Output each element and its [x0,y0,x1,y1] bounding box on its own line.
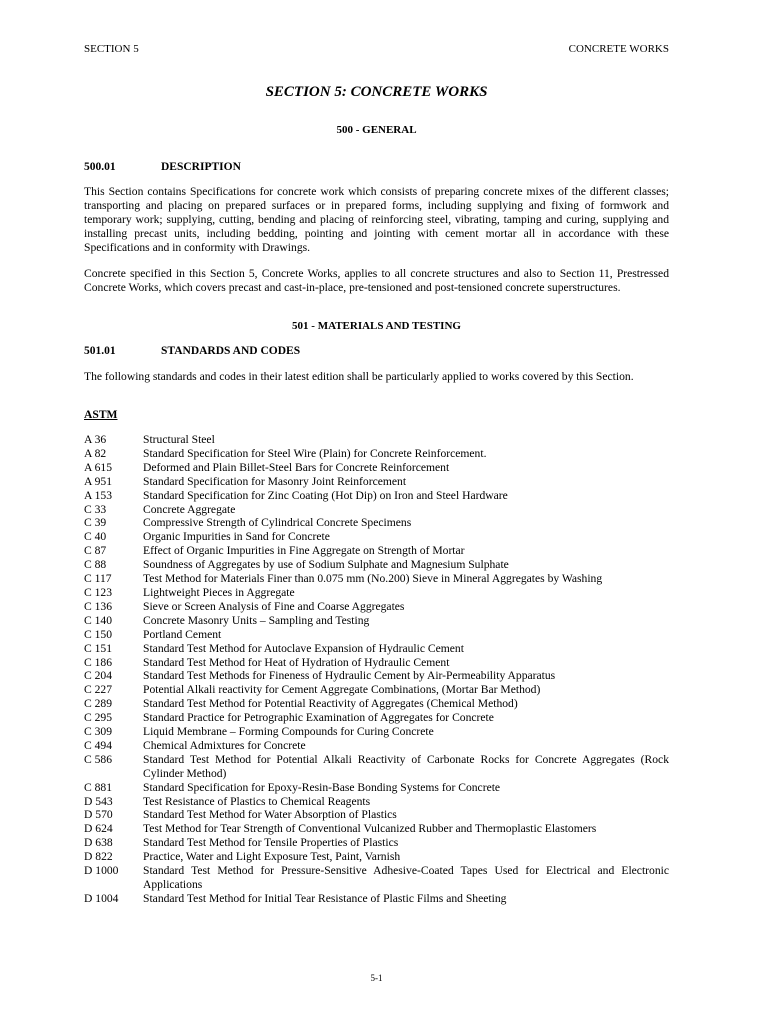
standard-row [84,558,669,572]
standard-code: C 136 [84,599,113,613]
standard-code: C 87 [84,544,107,558]
standard-row [84,753,669,781]
standard-code: C 204 [84,669,113,683]
standard-code: A 615 [84,460,113,474]
standard-description: Standard Test Method for Potential Alkali Reactivity of Carbonate Rocks for Concrete Aggregates (Rock Cylinder Method) [143,752,669,780]
standard-code: C 295 [84,711,113,725]
standard-code: D 1000 [84,864,119,878]
description-heading [84,161,241,175]
standard-description: Standard Specification for Zinc Coating (Hot Dip) on Iron and Steel Hardware [143,488,508,502]
materials-heading: 501 - MATERIALS AND TESTING [292,320,461,332]
standard-row [84,795,669,809]
standard-row [84,489,669,503]
standard-row [84,600,669,614]
standard-description: Organic Impurities in Sand for Concrete [143,530,330,544]
standard-row [84,725,669,739]
standard-row [84,683,669,697]
standard-row [84,572,669,586]
standard-description: Chemical Admixtures for Concrete [143,738,306,752]
standard-row [84,614,669,628]
standard-row [84,461,669,475]
standard-code: C 186 [84,655,113,669]
standard-code: C 309 [84,725,113,739]
header-section-label: SECTION 5 [84,43,139,55]
standard-description: Test Resistance of Plastics to Chemical Reagents [143,794,371,808]
standard-description: Practice, Water and Light Exposure Test, Paint, Varnish [143,850,401,864]
standard-row [84,669,669,683]
standard-description: Sieve or Screen Analysis of Fine and Coarse Aggregates [143,599,405,613]
standard-description: Standard Specification for Epoxy-Resin-Base Bonding Systems for Concrete [143,780,501,794]
standard-row [84,475,669,489]
standard-description: Soundness of Aggregates by use of Sodium Sulphate and Magnesium Sulphate [143,558,509,572]
header-chapter-label: CONCRETE WORKS [568,43,669,55]
page-number: 5-1 [370,973,383,983]
standard-code: C 117 [84,572,112,586]
standard-row [84,711,669,725]
standard-code: C 88 [84,558,107,572]
standard-description: Standard Test Method for Heat of Hydration of Hydraulic Cement [143,655,450,669]
standard-row [84,822,669,836]
standard-description: Concrete Masonry Units – Sampling and Testing [143,613,370,627]
standard-description: Standard Test Methods for Fineness of Hydraulic Cement by Air-Permeability Apparatus [143,669,556,683]
standard-row [84,628,669,642]
standard-description: Lightweight Pieces in Aggregate [143,585,295,599]
standard-code: D 1004 [84,891,119,905]
standard-code: D 638 [84,836,113,850]
standard-description: Structural Steel [143,433,215,446]
standard-code: D 570 [84,808,113,822]
standard-description: Standard Test Method for Tensile Properties of Plastics [143,836,399,850]
standard-description: Liquid Membrane – Forming Compounds for Curing Concrete [143,725,434,739]
standard-description: Compressive Strength of Cylindrical Concrete Specimens [143,516,412,530]
astm-label: ASTM [84,408,118,421]
standard-row [84,850,669,864]
standard-row [84,697,669,711]
standard-code: A 82 [84,446,107,460]
standard-code: C 494 [84,738,113,752]
standard-row [84,544,669,558]
standards-heading [84,345,300,359]
page-title: SECTION 5: CONCRETE WORKS [265,84,488,100]
standard-row [84,516,669,530]
standard-row [84,836,669,850]
standard-code: C 586 [84,752,113,766]
standard-row [84,864,669,892]
standard-description: Standard Test Method for Water Absorption of Plastics [143,808,397,822]
standard-description: Standard Test Method for Initial Tear Resistance of Plastic Films and Sheeting [143,891,507,905]
standard-code: C 40 [84,530,107,544]
standard-row [84,808,669,822]
standard-description: Standard Specification for Masonry Joint Reinforcement [143,474,407,488]
standard-description: Standard Specification for Steel Wire (Plain) for Concrete Reinforcement. [143,446,487,460]
description-paragraph-1: This Section contains Specifications for concrete work which consists of preparing concrete mixes of the different classes; transporting and placing on prepared surfaces or in prepared forms, including supplying and fixing of formwork and temporary work; supplying, cutting, bending and placing of reinforcing steel, vibrating, tamping and curing, supplying and installing precast units, including bedding, pointing and jointing with cement mortar all in accordance with these Specifications and in conformity with Drawings. [84,185,669,254]
standard-description: Standard Test Method for Potential Reactivity of Aggregates (Chemical Method) [143,697,518,711]
standards-label: STANDARDS AND CODES [161,345,301,357]
standard-description: Standard Practice for Petrographic Examination of Aggregates for Concrete [143,711,494,725]
standard-code: C 39 [84,516,107,530]
standard-row [84,433,669,447]
standard-code: D 543 [84,794,113,808]
standard-description: Standard Test Method for Autoclave Expansion of Hydraulic Cement [143,641,464,655]
standard-row [84,656,669,670]
standard-code: C 33 [84,502,107,516]
standard-row [84,781,669,795]
standard-description: Concrete Aggregate [143,502,236,516]
standards-paragraph: The following standards and codes in their latest edition shall be particularly applied to works covered by this Section. [84,370,634,383]
general-heading: 500 - GENERAL [336,124,417,136]
standard-code: A 36 [84,433,107,446]
standard-code: C 227 [84,683,113,697]
standard-code: C 150 [84,627,113,641]
standard-description: Effect of Organic Impurities in Fine Aggregate on Strength of Mortar [143,544,465,558]
standards-number: 501.01 [84,345,116,357]
standard-code: D 822 [84,850,113,864]
standard-code: C 151 [84,641,113,655]
standard-description: Deformed and Plain Billet-Steel Bars for Concrete Reinforcement [143,460,450,474]
standard-description: Portland Cement [143,627,222,641]
standards-list [84,433,669,906]
standard-row [84,530,669,544]
standard-code: D 624 [84,822,113,836]
standard-code: A 951 [84,474,113,488]
description-number: 500.01 [84,161,116,173]
standard-description: Standard Test Method for Pressure-Sensitive Adhesive-Coated Tapes Used for Electrical and Electronic Applications [143,864,669,891]
standard-row [84,586,669,600]
standard-code: A 153 [84,488,113,502]
standard-description: Test Method for Tear Strength of Conventional Vulcanized Rubber and Thermoplastic Elastomers [143,822,597,836]
standard-code: C 289 [84,697,113,711]
standard-row [84,892,669,906]
standard-row [84,642,669,656]
standard-row [84,739,669,753]
standard-row [84,447,669,461]
standard-description: Test Method for Materials Finer than 0.075 mm (No.200) Sieve in Mineral Aggregates by Washing [143,572,603,586]
standard-code: C 881 [84,780,113,794]
description-label: DESCRIPTION [161,161,241,173]
standard-code: C 140 [84,613,113,627]
description-paragraph-2: Concrete specified in this Section 5, Concrete Works, applies to all concrete structures and also to Section 11, Prestressed Concrete Works, which covers precast and cast-in-place, pre-tensioned and post-tensioned concrete superstructures. [84,267,669,294]
standard-code: C 123 [84,585,113,599]
standard-row [84,503,669,517]
standard-description: Potential Alkali reactivity for Cement Aggregate Combinations, (Mortar Bar Method) [143,683,541,697]
